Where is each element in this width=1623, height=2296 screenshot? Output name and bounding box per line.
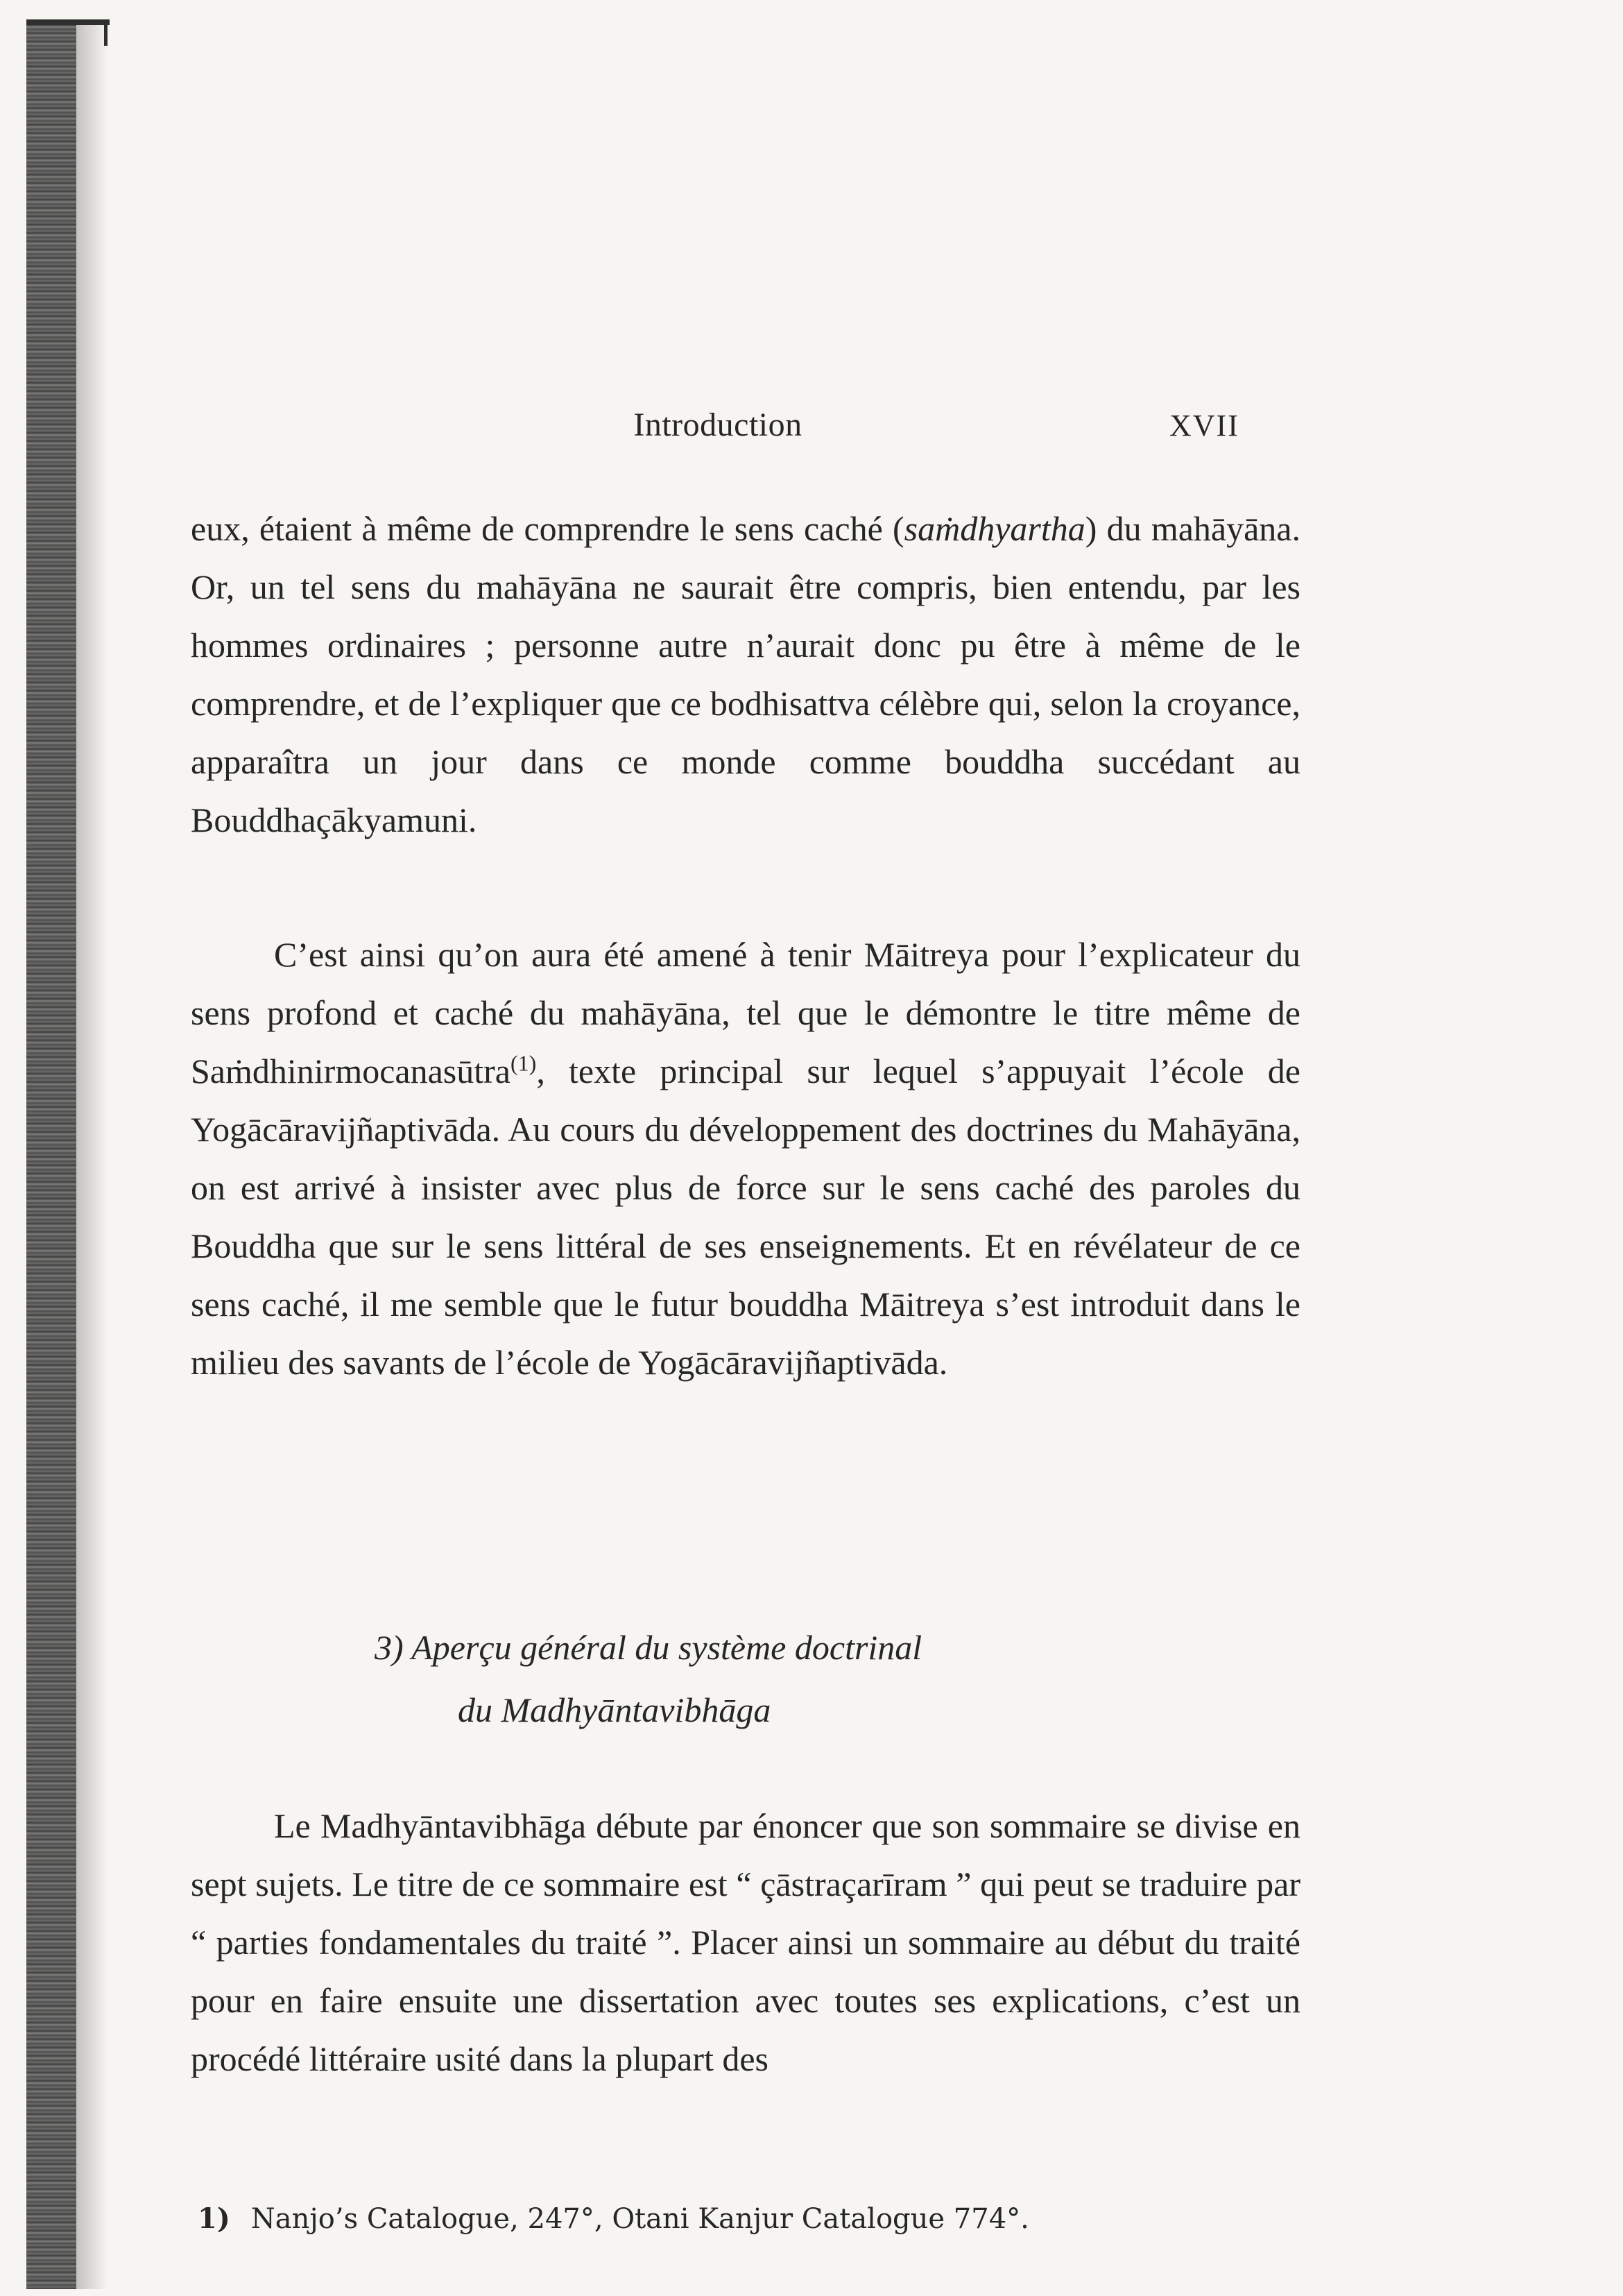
section-heading-line-2: du Madhyāntavibhāga <box>458 1690 771 1729</box>
paragraph-1 <box>191 499 1300 849</box>
paragraph-2-text-b: , texte principal sur lequel s’appuyait l’école de Yogācāravijñaptivāda. Au cours du développement des doctrines du Mahāyāna, on est arrivé à insister avec plus de force sur le sens caché des paroles du Bouddha que sur le sens littéral de ses enseignements. Et en révélateur de ce sens caché, il me semble que le futur bouddha Māitreya s’est introduit dans le milieu des savants de l’école de Yogācāravijñaptivāda. <box>191 1052 1300 1382</box>
section-heading-line-1: Aperçu général du système doctrinal <box>411 1628 922 1667</box>
footnote-text: Nanjo’s Catalogue, 247°, Otani Kanjur Catalogue 774°. <box>250 2203 1029 2235</box>
crop-mark-horizontal <box>26 19 110 25</box>
section-heading <box>375 1616 1346 1741</box>
paragraph-1-text-a: eux, étaient à même de comprendre le sens caché ( <box>191 509 904 548</box>
paragraph-1-text-b: ) du mahāyāna. Or, un tel sens du mahāyāna ne saurait être compris, bien entendu, par les hommes ordinaires ; personne autre n’aurait donc pu être à même de le comprendre, et de l’expliquer que ce bodhisattva célèbre qui, selon la croyance, apparaîtra un jour dans ce monde comme bouddha succédant au Bouddhaçākyamuni. <box>191 509 1300 839</box>
page-number: XVII <box>1169 409 1239 443</box>
section-number: 3) <box>375 1628 404 1667</box>
footnote-reference: (1) <box>510 1050 537 1076</box>
footnote <box>198 2202 1029 2235</box>
crop-mark-vertical <box>104 19 108 46</box>
paragraph-2-text-a: C’est ainsi qu’on aura été amené à tenir Māitreya pour l’explicateur du sens profond et caché du mahāyāna, tel que le démontre le titre même de Saṁdhinirmocanasūtra <box>191 935 1300 1090</box>
running-title: Introduction <box>633 406 802 443</box>
footnote-number: 1) <box>198 2202 230 2235</box>
paragraph-2 <box>191 925 1300 1391</box>
page-binding-edge <box>26 21 76 2289</box>
sanskrit-term: saṁdhyartha <box>904 509 1085 548</box>
paragraph-3: Le Madhyāntavibhāga débute par énoncer que son sommaire se divise en sept sujets. Le titre de ce sommaire est “ çāstraçarīram ” qui peut se traduire par “ parties fondamentales du traité ”. Placer ainsi un sommaire au début du traité pour en faire ensuite une dissertation avec toutes ses explications, c’est un procédé littéraire usité dans la plupart des <box>191 1806 1300 2078</box>
